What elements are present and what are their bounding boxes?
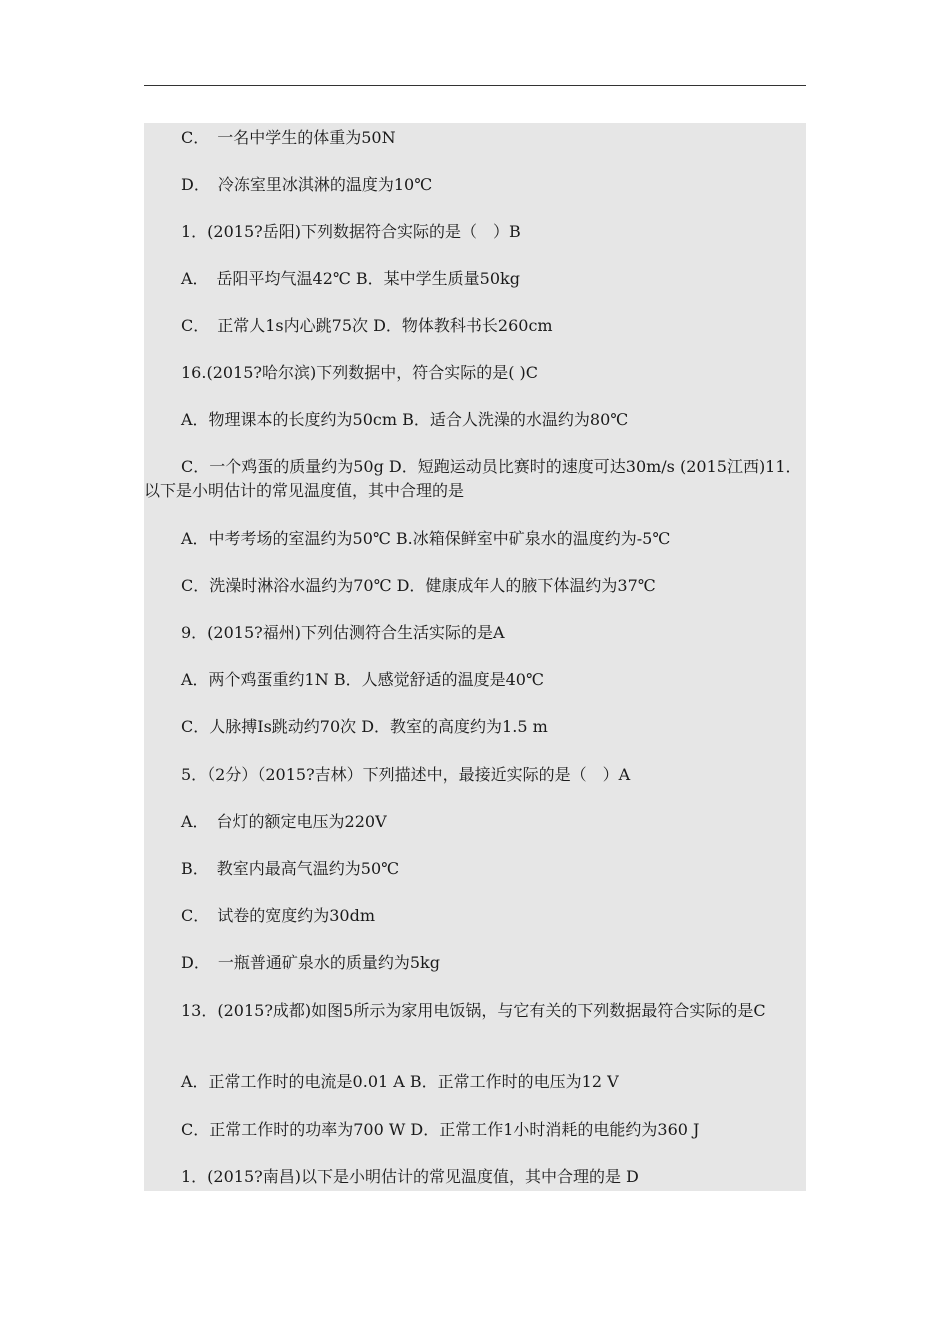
text-line: D． 一瓶普通矿泉水的质量约为5kg: [181, 953, 440, 972]
text-line: D． 冷冻室里冰淇淋的温度为10℃: [181, 175, 433, 194]
text-line: A．两个鸡蛋重约1N B．人感觉舒适的温度是40℃: [181, 670, 544, 689]
header-rule: [144, 85, 806, 86]
text-paragraph: 13．(2015?成都)如图5所示为家用电饭锅，与它有关的下列数据最符合实际的是C: [181, 1001, 766, 1020]
text-line: C．人脉搏Is跳动约70次 D．教室的高度约为1.5 m: [181, 717, 548, 736]
text-line: 9．(2015?福州)下列估测符合生活实际的是A: [181, 623, 505, 642]
text-line: A． 台灯的额定电压为220V: [181, 812, 387, 831]
text-line: C．正常工作时的功率为700 W D．正常工作1小时消耗的电能约为360 J: [181, 1120, 700, 1139]
text-line: 1．(2015?岳阳)下列数据符合实际的是（ ）B: [181, 222, 521, 241]
text-line: A．正常工作时的电流是0.01 A B．正常工作时的电压为12 V: [181, 1072, 619, 1091]
text-line: B． 教室内最高气温约为50℃: [181, 859, 400, 878]
text-line: C．洗澡时淋浴水温约为70℃ D．健康成年人的腋下体温约为37℃: [181, 576, 656, 595]
text-line: C． 试卷的宽度约为30dm: [181, 906, 376, 925]
text-line: A．中考考场的室温约为50℃ B.冰箱保鲜室中矿泉水的温度约为-5℃: [181, 529, 671, 548]
text-paragraph: C．一个鸡蛋的质量约为50g D．短跑运动员比赛时的速度可达30m/s (2015江西)11．以下是小明估计的常见温度值，其中合理的是: [144, 457, 802, 500]
document-body: [144, 123, 806, 1191]
text-line: C． 正常人1s内心跳75次 D．物体教科书长260cm: [181, 316, 553, 335]
text-line: A． 岳阳平均气温42℃ B．某中学生质量50kg: [181, 269, 520, 288]
text-line: 5．（2分）（2015?吉林）下列描述中，最接近实际的是（ ）A: [181, 765, 631, 784]
text-line: A．物理课本的长度约为50cm B．适合人洗澡的水温约为80℃: [181, 410, 629, 429]
text-line: 16.(2015?哈尔滨)下列数据中，符合实际的是( )C: [181, 363, 539, 382]
text-line: C． 一名中学生的体重为50N: [181, 128, 396, 147]
text-line: 1．(2015?南昌)以下是小明估计的常见温度值，其中合理的是 D: [181, 1167, 639, 1186]
